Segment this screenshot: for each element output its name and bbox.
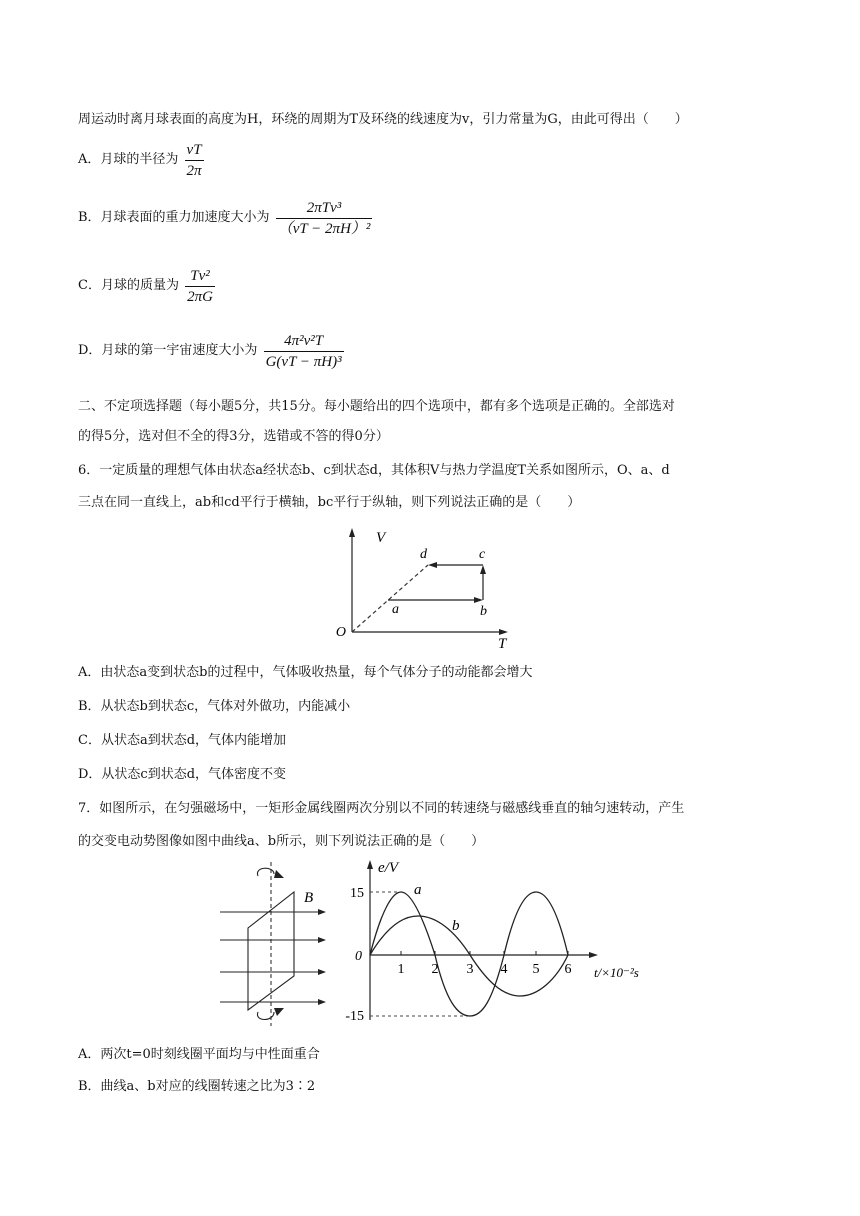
q7-stem-line2: 的交变电动势图像如图中曲线a、b所示，则下列说法正确的是（ ） [78, 834, 485, 849]
q7-xtick-1: 1 [397, 962, 405, 977]
q6-vt-diagram [330, 520, 530, 650]
fraction-numerator: vT [185, 140, 204, 161]
q5-option-c[interactable] [78, 262, 215, 311]
section2-heading-line1: 二、不定项选择题（每小题5分，共15分。每小题给出的四个选项中，都有多个选项是正确的。全部选对 [78, 399, 675, 414]
q5-option-c-label: C．月球的质量为 [78, 278, 179, 293]
q6-option-b[interactable]: B．从状态b到状态c，气体对外做功，内能减小 [78, 699, 351, 714]
fraction-numerator: 2πTv³ [276, 198, 373, 219]
q7-stem-line1: 7．如图所示，在匀强磁场中，一矩形金属线圈两次分别以不同的转速绕与磁感线垂直的轴匀速转动，产生 [78, 801, 685, 816]
q7-xtick-4: 4 [500, 962, 508, 977]
q5-option-b[interactable] [78, 194, 372, 243]
fraction-denominator: G(vT − πH)³ [265, 353, 342, 370]
q7-xtick-3: 3 [466, 962, 474, 977]
q5-option-d[interactable] [78, 327, 344, 376]
fraction-denominator: （vT − 2πH）² [277, 220, 371, 237]
q5-stem: 周运动时离月球表面的高度为H，环绕的周期为T及环绕的线速度为v，引力常量为G，由此可得出（ ） [78, 112, 688, 127]
q6-axis-t-label: T [498, 636, 507, 650]
q6-stem-line2: 三点在同一直线上，ab和cd平行于横轴，bc平行于纵轴，则下列说法正确的是（ ） [78, 495, 581, 510]
q6-point-d-label: d [420, 547, 427, 562]
fraction-numerator: Tv² [185, 266, 215, 287]
fraction-denominator: 2πG [187, 288, 213, 305]
q6-point-b-label: b [480, 604, 487, 619]
q5-option-c-fraction [185, 266, 215, 307]
q5-option-b-label: B．月球表面的重力加速度大小为 [78, 210, 270, 225]
q6-origin-label: O [335, 625, 346, 640]
fraction-numerator: 4π²v²T [264, 331, 344, 352]
q6-axis-v-label: V [376, 530, 386, 546]
q7-option-b[interactable]: B．曲线a、b对应的线圈转速之比为3∶2 [78, 1079, 316, 1094]
q7-emf-graph [340, 856, 650, 1026]
q6-option-a[interactable]: A．由状态a变到状态b的过程中，气体吸收热量，每个气体分子的动能都会增大 [78, 665, 533, 680]
q7-curve-a-label: a [414, 882, 422, 898]
q7-coil-diagram [214, 858, 344, 1030]
q6-stem-line1: 6．一定质量的理想气体由状态a经状态b、c到状态d，其体积V与热力学温度T关系如图所示，O、a、d [78, 463, 670, 478]
q6-option-d[interactable]: D．从状态c到状态d，气体密度不变 [78, 767, 287, 782]
q7-ytick-neg15: -15 [345, 1009, 364, 1024]
q7-axis-e-label: e/V [378, 860, 398, 876]
q7-axis-t-label: t/×10⁻²s [594, 965, 639, 980]
fraction-denominator: 2π [186, 162, 202, 179]
q7-origin-label: 0 [355, 949, 362, 964]
q7-option-a[interactable]: A．两次t=0时刻线圈平面均与中性面重合 [78, 1047, 320, 1062]
q7-curve-b-label: b [452, 918, 460, 934]
q7-xtick-2: 2 [431, 962, 439, 977]
q7-ytick-15: 15 [350, 886, 364, 901]
q5-option-a[interactable] [78, 136, 204, 185]
q5-option-d-fraction [264, 331, 344, 372]
q7-xtick-5: 5 [532, 962, 540, 977]
q6-option-c[interactable]: C．从状态a到状态d，气体内能增加 [78, 733, 287, 748]
q6-point-a-label: a [392, 602, 399, 617]
section2-heading-line2: 的得5分，选对但不全的得3分，选错或不答的得0分） [78, 429, 389, 444]
q6-point-c-label: c [479, 547, 486, 562]
q5-option-d-label: D．月球的第一宇宙速度大小为 [78, 343, 258, 358]
q5-option-a-fraction [185, 140, 204, 181]
q5-option-b-fraction [276, 198, 373, 239]
q5-option-a-label: A．月球的半径为 [78, 152, 179, 167]
q7-xtick-6: 6 [564, 962, 572, 977]
q7-field-label: B [304, 890, 314, 906]
